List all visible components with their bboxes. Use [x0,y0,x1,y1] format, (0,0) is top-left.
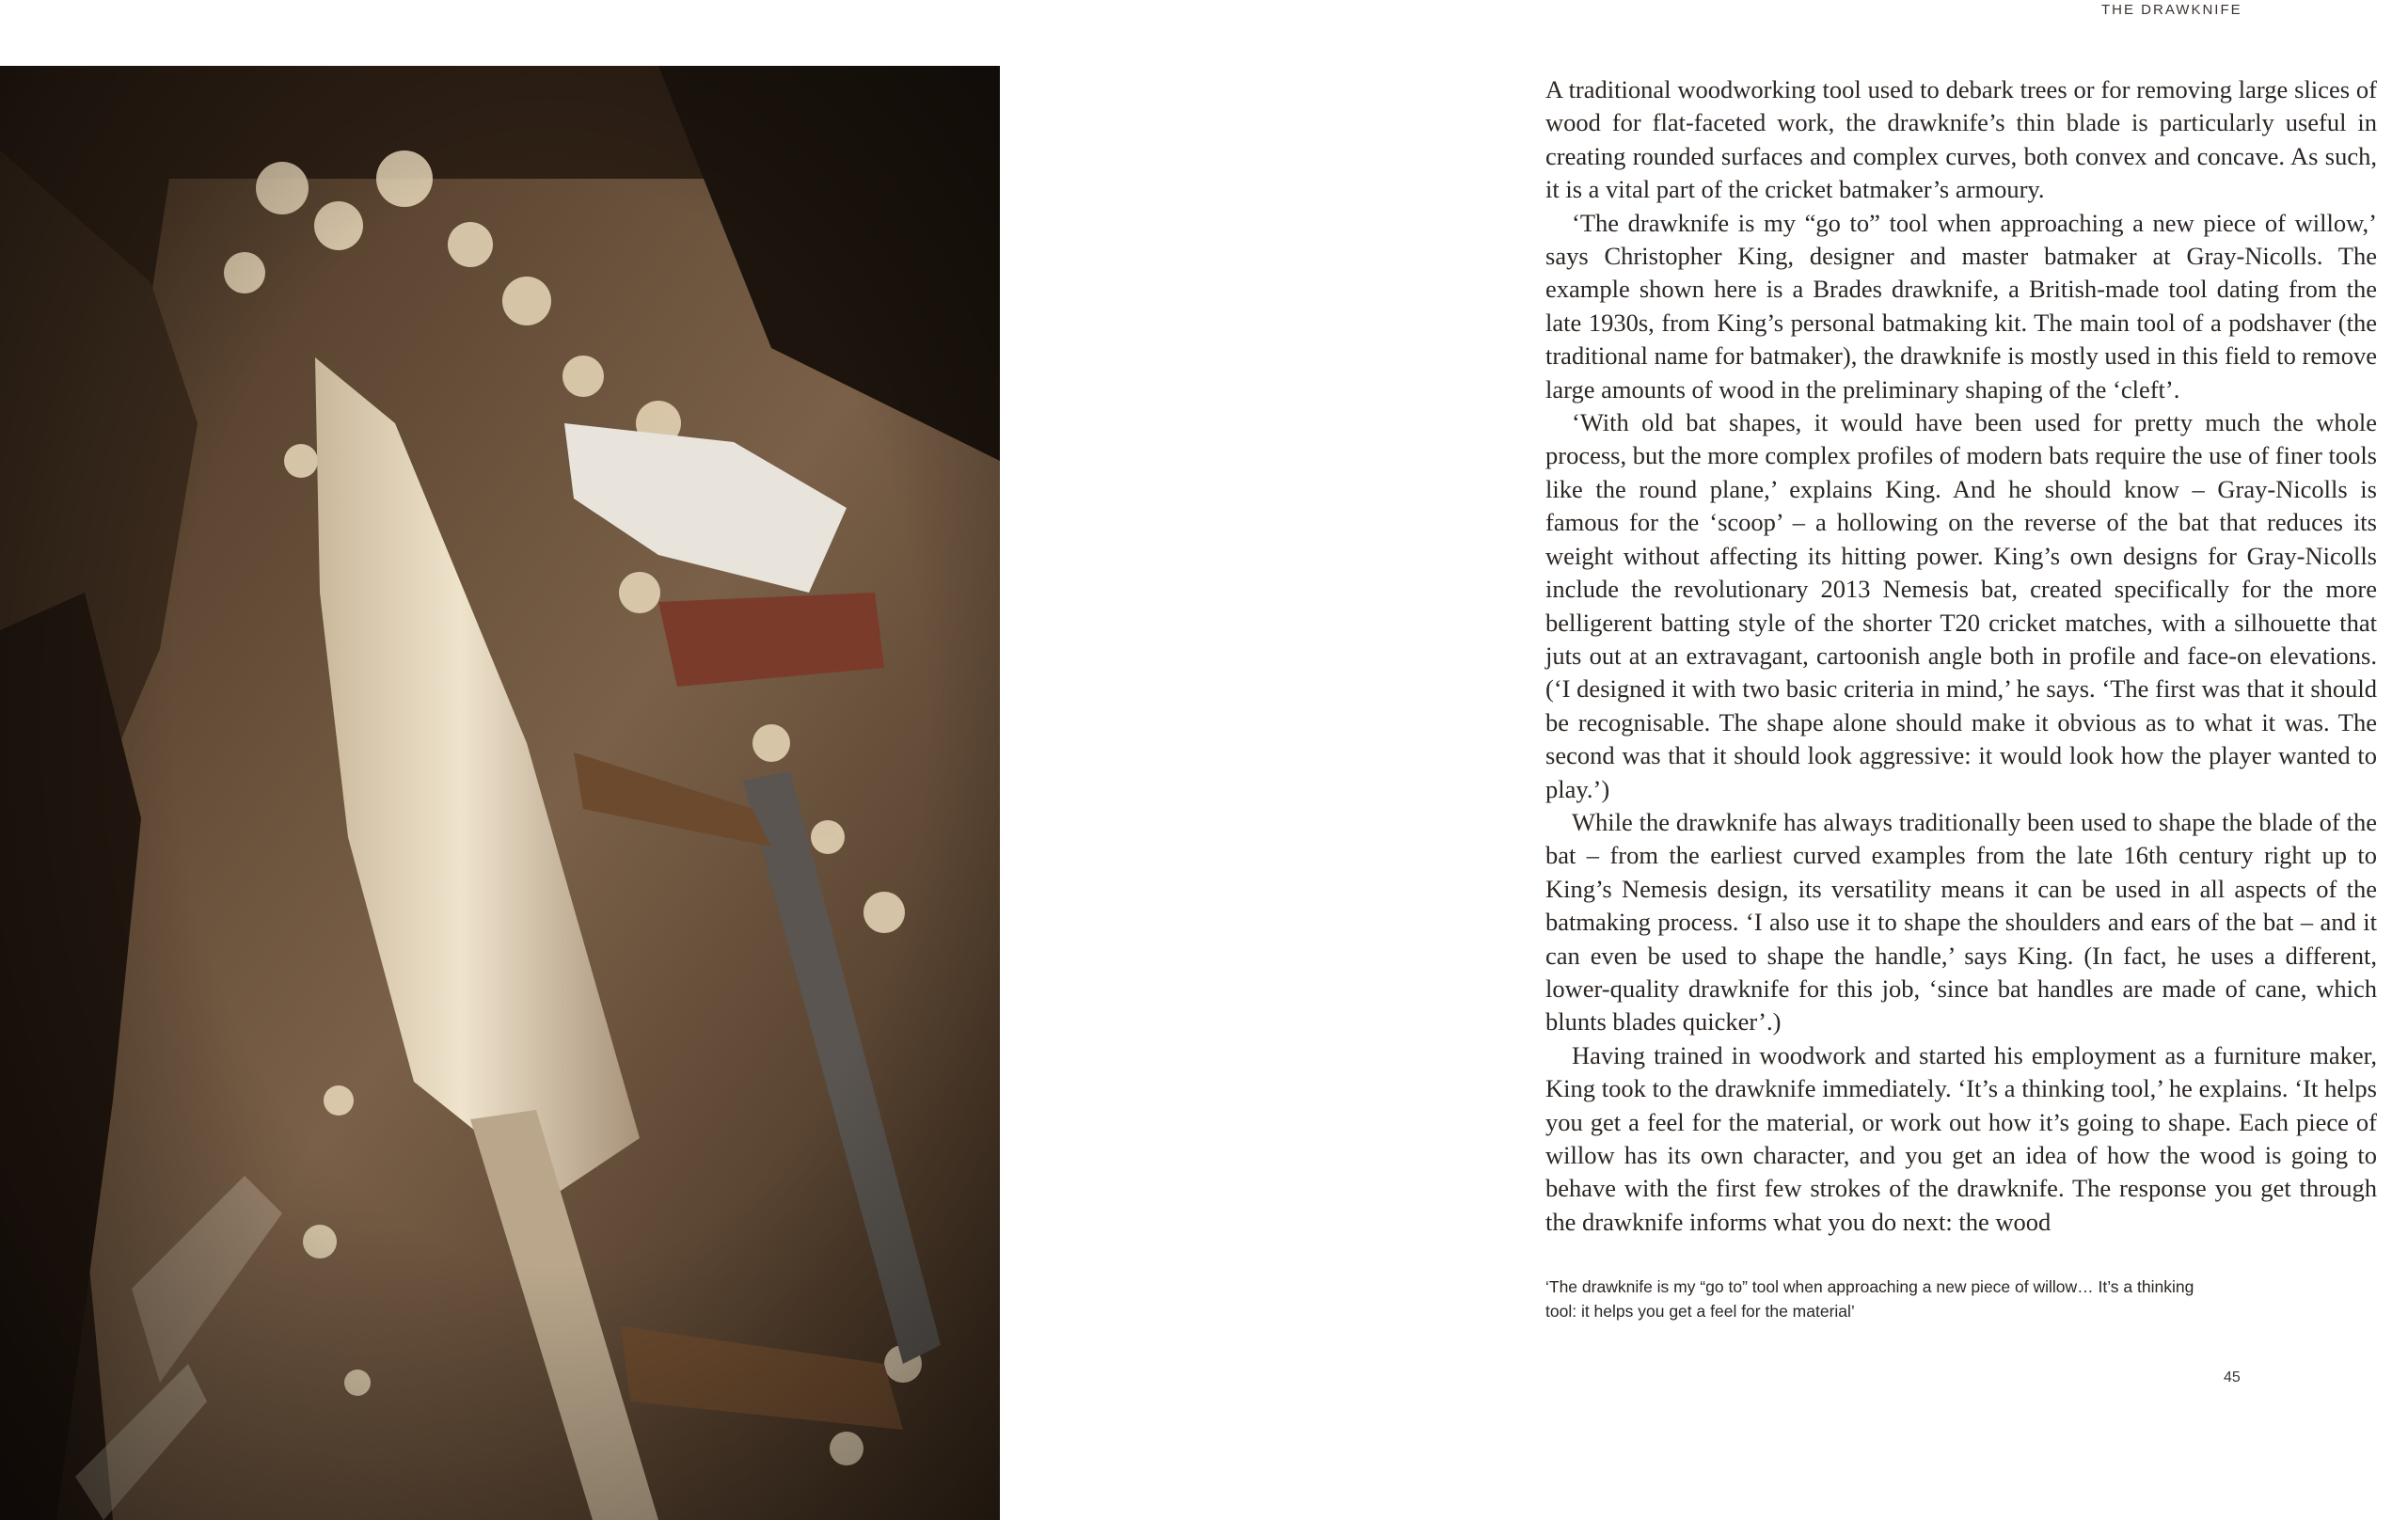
running-head: THE DRAWKNIFE [2101,2,2242,18]
article-body [1545,73,2377,1239]
article-paragraph: ‘The drawknife is my “go to” tool when approaching a new piece of willow,’ says Christopher King, designer and master batmaker at Gray-Nicolls. The example shown here is a Brades drawknife, a British-made tool dating from the late 1930s, from King’s personal batmaking kit. The main tool of a podshaver (the traditional name for batmaker), the drawknife is mostly used in this field to remove large amounts of wood in the preliminary shaping of the ‘cleft’. [1545,208,2377,404]
article-paragraph: Having trained in woodwork and started his employment as a furniture maker, King took to the drawknife immediately. ‘It’s a thinking tool,’ he explains. ‘It helps you get a feel for the material, or work out how it’s going to shape. Each piece of willow has its own character, and you get an idea of how the wood is going to behave with the first few strokes of the drawknife. The response you get through the drawknife informs what you do next: the wood [1545,1040,2377,1236]
pull-quote: ‘The drawknife is my “go to” tool when approaching a new piece of willow… It’s a thinking tool: it helps you get a feel for the material’ [1545,1277,2194,1321]
page-number: 45 [2224,1370,2241,1385]
article-paragraph: While the drawknife has always traditionally been used to shape the blade of the bat – from the earliest curved examples from the late 16th century right up to King’s Nemesis design, its versatility means it can be used in all aspects of the batmaking process. ‘I also use it to shape the shoulders and ears of the bat – and it can even be used to shape the handle,’ says King. (In fact, he uses a different, lower-quality drawknife for this job, ‘since bat handles are made of cane, which blunts blades quicker’.) [1545,807,2377,1037]
article-paragraph: ‘With old bat shapes, it would have been used for pretty much the whole process, but the more complex profiles of modern bats require the use of finer tools like the round plane,’ explains King. And he should know – Gray-Nicolls is famous for the ‘scoop’ – a hollowing on the reverse of the bat that reduces its weight without affecting its hitting power. King’s own designs for Gray-Nicolls include the revolutionary 2013 Nemesis bat, created specifically for the more belligerent batting style of the shorter T20 cricket matches, with a silhouette that juts out at an extravagant, cartoonish angle both in profile and face-on elevations. (‘I designed it with two basic criteria in mind,’ he says. ‘The first was that it should be recognisable. The shape alone should make it obvious as to what it was. The second was that it should look aggressive: it would look how the player wanted to play.’) [1545,408,2377,803]
article-paragraph: A traditional woodworking tool used to debark trees or for removing large slices of wood for flat-faceted work, the drawknife’s thin blade is particularly useful in creating rounded surfaces and complex curves, both convex and concave. As such, it is a vital part of the cricket batmaker’s armoury. [1545,75,2377,204]
drawknife-workbench-photo [0,66,1000,1520]
